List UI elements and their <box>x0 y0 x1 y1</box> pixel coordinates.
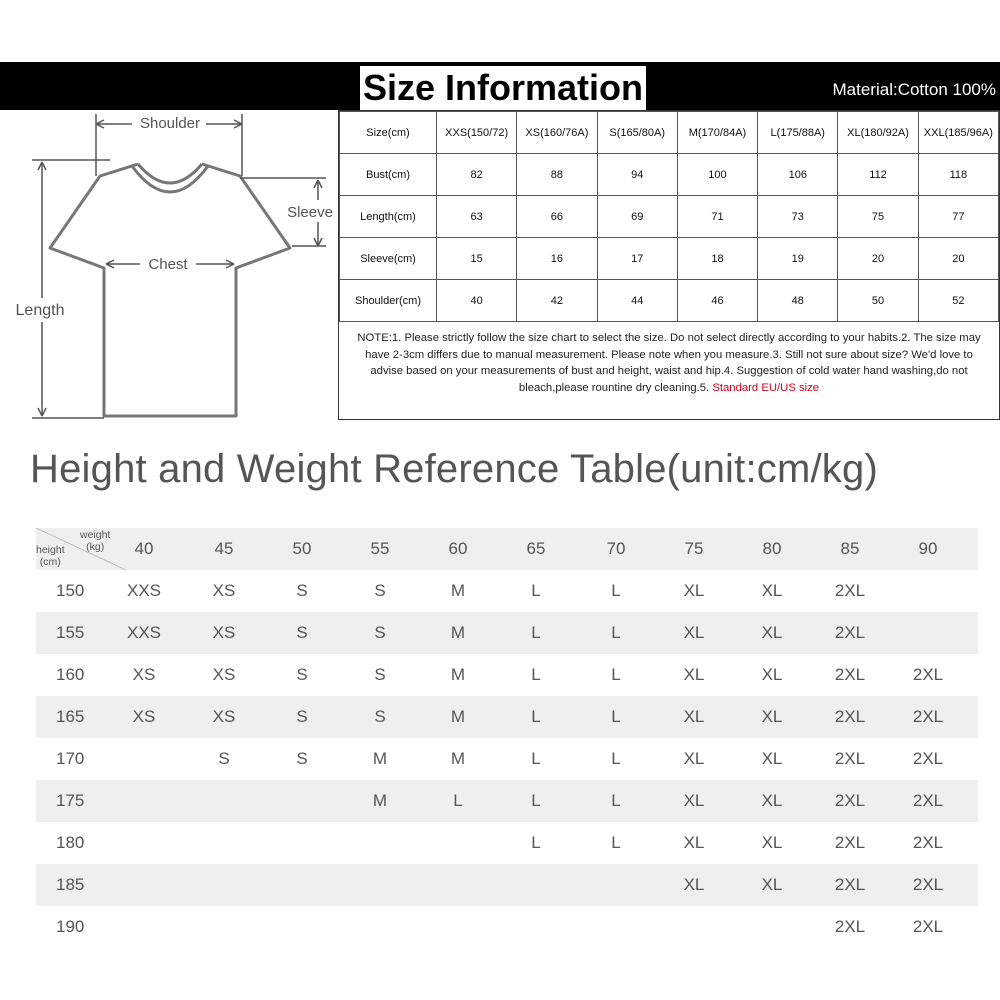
size-recommendation-cell: XS <box>212 665 236 684</box>
size-recommendation-cell: M <box>372 791 388 810</box>
size-cell: 118 <box>918 154 998 196</box>
size-recommendation-cell: S <box>296 623 308 642</box>
size-recommendation-cell: M <box>450 749 466 768</box>
size-row <box>340 196 999 238</box>
height-label: 180 <box>56 833 85 852</box>
size-cell: 20 <box>838 238 918 280</box>
size-cell: 16 <box>517 238 597 280</box>
size-cell: 100 <box>677 154 757 196</box>
size-recommendation-cell: XL <box>683 581 705 600</box>
weight-header-cell: 80 <box>762 539 782 558</box>
size-header-cell: XXS(150/72) <box>437 112 517 154</box>
shoulder-label: Shoulder <box>139 115 201 132</box>
height-label: 175 <box>56 791 85 810</box>
size-row <box>340 154 999 196</box>
size-cell: 88 <box>517 154 597 196</box>
size-cell: 75 <box>838 196 918 238</box>
size-recommendation-cell: L <box>531 791 541 810</box>
tshirt-diagram <box>0 110 338 420</box>
size-recommendation-cell: M <box>450 665 466 684</box>
size-recommendation-cell: 2XL <box>834 623 866 642</box>
weight-header-cell: 85 <box>840 539 860 558</box>
size-recommendation-cell: XL <box>761 707 783 726</box>
size-cell: 82 <box>437 154 517 196</box>
size-recommendation-cell: XL <box>683 833 705 852</box>
size-recommendation-cell: 2XL <box>834 581 866 600</box>
hw-row <box>36 612 978 654</box>
size-cell: 19 <box>758 238 838 280</box>
page-title: Size Information <box>360 66 646 110</box>
size-recommendation-cell: XL <box>683 875 705 894</box>
size-recommendation-cell: L <box>611 623 621 642</box>
size-cell: 106 <box>758 154 838 196</box>
size-recommendation-cell: S <box>374 665 386 684</box>
size-cell: 20 <box>918 238 998 280</box>
size-recommendation-cell: L <box>531 581 541 600</box>
size-cell: 66 <box>517 196 597 238</box>
weight-header-cell: 50 <box>292 539 312 558</box>
size-recommendation-cell: L <box>453 791 463 810</box>
size-recommendation-cell: M <box>450 623 466 642</box>
height-label: 165 <box>56 707 85 726</box>
size-row-label: Length(cm) <box>340 196 437 238</box>
height-label: 155 <box>56 623 85 642</box>
size-row-label: Shoulder(cm) <box>340 280 437 322</box>
size-recommendation-cell: S <box>296 581 308 600</box>
size-cell: 69 <box>597 196 677 238</box>
size-recommendation-cell: XL <box>761 833 783 852</box>
chest-label: Chest <box>148 256 188 273</box>
hw-row <box>36 822 978 864</box>
size-recommendation-cell: S <box>374 581 386 600</box>
size-recommendation-cell: L <box>611 707 621 726</box>
size-recommendation-cell: XL <box>761 623 783 642</box>
size-recommendation-cell: XL <box>683 665 705 684</box>
size-row-label: Bust(cm) <box>340 154 437 196</box>
size-header-row <box>340 112 999 154</box>
size-cell: 71 <box>677 196 757 238</box>
corner-weight-label: weight (kg) <box>80 529 111 553</box>
size-cell: 46 <box>677 280 757 322</box>
size-recommendation-cell: L <box>611 665 621 684</box>
size-recommendation-cell: 2XL <box>912 791 944 810</box>
size-recommendation-cell: 2XL <box>834 791 866 810</box>
weight-header-cell: 60 <box>448 539 468 558</box>
size-row <box>340 238 999 280</box>
height-label: 170 <box>56 749 85 768</box>
hw-row <box>36 570 978 612</box>
size-recommendation-cell: S <box>374 623 386 642</box>
size-recommendation-cell: L <box>531 749 541 768</box>
size-recommendation-cell: 2XL <box>834 665 866 684</box>
hw-row <box>36 780 978 822</box>
size-recommendation-cell: 2XL <box>834 875 866 894</box>
size-recommendation-cell: 2XL <box>834 749 866 768</box>
size-recommendation-cell: XXS <box>126 623 162 642</box>
size-recommendation-cell: M <box>450 581 466 600</box>
size-recommendation-cell: L <box>531 707 541 726</box>
size-header-cell: XS(160/76A) <box>517 112 597 154</box>
note-text: NOTE:1. Please strictly follow the size chart to select the size. Do not select directly according to your habits.2. The size may have 2-3cm differs due to manual measurement. Please note when you measure.3. Still not sure about size? We'd love to advise based on your measurements of bust and height, waist and hip.4. Suggestion of cold water hand washing,do not bleach,please rountine dry cleaning.5. <box>357 332 981 394</box>
hw-corner-cell <box>36 528 126 570</box>
size-cell: 15 <box>437 238 517 280</box>
size-recommendation-cell: XS <box>132 665 156 684</box>
size-recommendation-cell: L <box>531 665 541 684</box>
size-cell: 50 <box>838 280 918 322</box>
size-recommendation-cell: 2XL <box>912 833 944 852</box>
size-recommendation-cell: XL <box>683 707 705 726</box>
size-recommendation-cell: XL <box>683 749 705 768</box>
size-recommendation-cell: M <box>450 707 466 726</box>
size-recommendation-cell: L <box>611 581 621 600</box>
size-recommendation-cell: S <box>296 749 308 768</box>
height-weight-table <box>36 528 978 948</box>
size-recommendation-cell: L <box>531 623 541 642</box>
size-cell: 44 <box>597 280 677 322</box>
size-recommendation-cell: XL <box>761 875 783 894</box>
height-label: 150 <box>56 581 85 600</box>
size-recommendation-cell: XL <box>761 581 783 600</box>
weight-header-cell: 45 <box>214 539 234 558</box>
hw-header-row <box>36 528 978 570</box>
size-recommendation-cell: XS <box>212 707 236 726</box>
size-recommendation-cell: M <box>372 749 388 768</box>
size-chart <box>339 111 999 322</box>
weight-header-cell: 90 <box>918 539 938 558</box>
hw-row <box>36 654 978 696</box>
tshirt-outline <box>50 164 290 416</box>
size-cell: 94 <box>597 154 677 196</box>
size-row-label: Sleeve(cm) <box>340 238 437 280</box>
size-cell: 17 <box>597 238 677 280</box>
height-label: 190 <box>56 917 85 936</box>
size-recommendation-cell: L <box>611 833 621 852</box>
size-recommendation-cell: L <box>611 749 621 768</box>
size-cell: 112 <box>838 154 918 196</box>
size-recommendation-cell: 2XL <box>834 833 866 852</box>
size-recommendation-cell: XL <box>683 623 705 642</box>
height-label: 160 <box>56 665 85 684</box>
size-recommendation-cell: 2XL <box>912 875 944 894</box>
size-recommendation-cell: 2XL <box>912 707 944 726</box>
material-label: Material:Cotton 100% <box>832 80 996 99</box>
size-recommendation-cell: XL <box>761 791 783 810</box>
size-recommendation-cell: 2XL <box>834 707 866 726</box>
size-cell: 63 <box>437 196 517 238</box>
size-header-cell: S(165/80A) <box>597 112 677 154</box>
weight-header-cell: 55 <box>370 539 390 558</box>
size-row-label: Size(cm) <box>340 112 437 154</box>
size-cell: 77 <box>918 196 998 238</box>
size-recommendation-cell: S <box>218 749 230 768</box>
size-header-cell: M(170/84A) <box>677 112 757 154</box>
size-recommendation-cell: XS <box>132 707 156 726</box>
size-recommendation-cell: 2XL <box>912 917 944 936</box>
size-recommendation-cell: XXS <box>126 581 162 600</box>
size-recommendation-cell: L <box>611 791 621 810</box>
size-recommendation-cell: S <box>374 707 386 726</box>
size-row <box>340 280 999 322</box>
size-note <box>339 322 999 396</box>
hw-row <box>36 696 978 738</box>
size-cell: 18 <box>677 238 757 280</box>
size-recommendation-cell: 2XL <box>912 665 944 684</box>
size-cell: 48 <box>758 280 838 322</box>
size-cell: 73 <box>758 196 838 238</box>
length-label: Length <box>15 302 65 319</box>
size-cell: 52 <box>918 280 998 322</box>
size-recommendation-cell: XL <box>761 665 783 684</box>
sleeve-label: Sleeve <box>287 204 333 221</box>
height-label: 185 <box>56 875 85 894</box>
hw-row <box>36 864 978 906</box>
size-information-table <box>338 110 1000 420</box>
size-recommendation-cell: L <box>531 833 541 852</box>
weight-header-cell: 75 <box>684 539 704 558</box>
size-header-cell: XXL(185/96A) <box>918 112 998 154</box>
hw-row <box>36 738 978 780</box>
corner-height-label: height (cm) <box>36 544 65 568</box>
weight-header-cell: 70 <box>606 539 626 558</box>
size-recommendation-cell: 2XL <box>834 917 866 936</box>
size-recommendation-cell: S <box>296 707 308 726</box>
size-recommendation-cell: 2XL <box>912 749 944 768</box>
weight-header-cell: 65 <box>526 539 546 558</box>
length-measure-line <box>32 160 110 418</box>
size-cell: 40 <box>437 280 517 322</box>
size-recommendation-cell: XL <box>683 791 705 810</box>
hw-row <box>36 906 978 948</box>
size-recommendation-cell: XS <box>212 581 236 600</box>
size-recommendation-cell: S <box>296 665 308 684</box>
size-cell: 42 <box>517 280 597 322</box>
size-recommendation-cell: XL <box>761 749 783 768</box>
hw-table-title: Height and Weight Reference Table(unit:cm/kg) <box>30 447 878 491</box>
size-recommendation-cell: XS <box>212 623 236 642</box>
size-header-cell: L(175/88A) <box>758 112 838 154</box>
size-header-cell: XL(180/92A) <box>838 112 918 154</box>
weight-header-cell: 40 <box>134 539 154 558</box>
note-highlight: Standard EU/US size <box>712 381 820 394</box>
